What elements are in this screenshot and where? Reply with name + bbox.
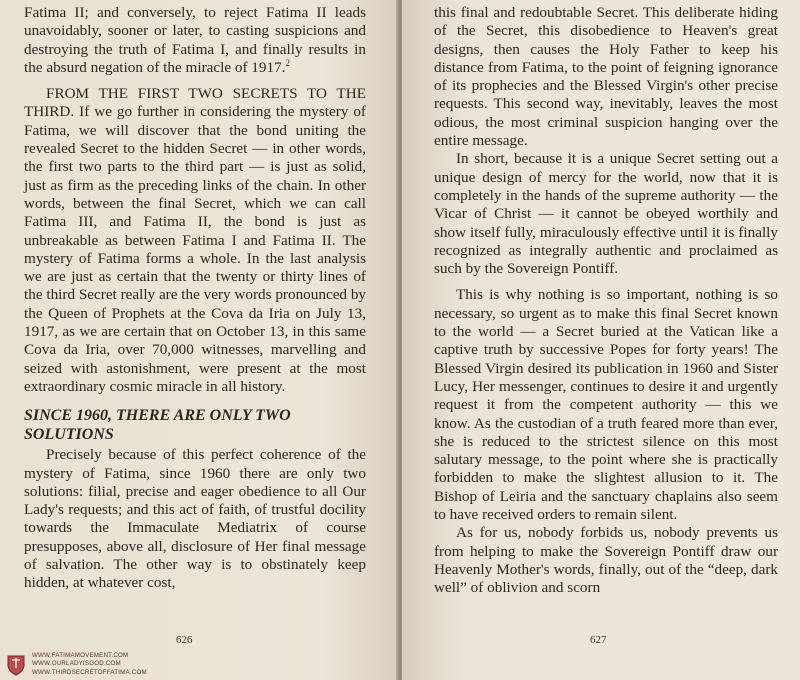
left-text-block <box>24 4 366 593</box>
left-paragraph-2: FROM THE FIRST TWO SECRETS TO THE THIRD. If we go further in considering the mystery of Fatima, we will discover that the bond uniting the revealed Secret to the hidden Secret — in other words, the first two parts to the third part — is just as solid, just as firm as the preceding links of the chain. In other words, between the final Secret, which we can call Fatima III, and Fatima II, the bond is just as unbreakable as between Fatima I and Fatima II. The mystery of Fatima forms a whole. In the last analysis we are just as certain that the twenty or thirty lines of the third Secret really are the very words pronounced by the Queen of Prophets at the Cova da Iria on July 13, 1917, as we are certain that on October 13, in this same Cova da Iria, over 70,000 witnesses, marvelling and seized with astonishment, were present at the most extraordinary cosmic miracle in all history. <box>24 85 367 395</box>
watermark-footer <box>4 650 194 678</box>
url-line: WWW.FATIMAMOVEMENT.COM <box>32 652 129 659</box>
right-paragraph-2: In short, because it is a unique Secret setting out a unique design of mercy for the world, now that it is completely in the hands of the supreme authority — the Vicar of Christ — it cannot be obeyed worthily and show itself fully, miraculously effective until it is finally recognized as integrally authentic and proclaimed as such by the Sovereign Pontiff. <box>434 150 778 278</box>
page-number-right: 627 <box>590 634 607 646</box>
right-paragraph-4: As for us, nobody forbids us, nobody prevents us from helping to make the Sovereign Pontiff draw our Heavenly Mother's words, finally, out of the “deep, dark well” of oblivion and scorn <box>434 524 778 597</box>
section-heading: SINCE 1960, THERE ARE ONLY TWO SOLUTIONS <box>24 407 291 444</box>
url-line: WWW.THIRDSECRETOFFATIMA.COM <box>32 668 147 676</box>
right-paragraph-3: This is why nothing is so important, nothing is so necessary, so urgent as to make this final Secret known to the world — a Secret buried at the Vatican like a captive truth by successive Popes for forty years! The Blessed Virgin desired its publication in 1960 and Sister Lucy, Her messenger, continues to desire it and urgently request it from the competent authority — this we know. As the custodian of a truth feared more than ever, she is reduced to the strictest silence on this most salutary message, to the point where she is practically forbidden to make the slightest allusion to it. The Bishop of Leiria and the sanctuary chaplains also seem to have received orders to remain silent. <box>434 286 778 524</box>
right-page <box>402 0 800 680</box>
left-paragraph-1: Fatima II; and conversely, to reject Fatima II leads unavoidably, sooner or later, to casting suspicions and destroying the truth of Fatima I, and finally results in the absurd negation of the miracle of 1917.$^2$ <box>24 4 366 76</box>
left-paragraph-3: Precisely because of this perfect coherence of the mystery of Fatima, since 1960 there are only two solutions: filial, precise and eager obedience to all Our Lady's requests; and this act of faith, of trustful docility towards the Immaculate Mediatrix of course presupposes, above all, disclosure of Her final message of salvation. The other way is to obstinately keep hidden, at whatever cost, <box>24 446 366 592</box>
shield-crest-icon <box>6 654 26 676</box>
page-number-left: 626 <box>176 634 193 646</box>
right-paragraph-1: this final and redoubtable Secret. This deliberate hiding of the Secret, this disobedience to Heaven's great designs, then causes the Holy Father to keep his distance from Fatima, to the point of feigning ignorance of its prophecies and the Blessed Virgin's other precise requests. This second way, inevitably, leaves the most odious, the most criminal suspicion hanging over the entire message. <box>434 4 778 150</box>
right-text-block <box>434 4 778 598</box>
url-line: WWW.OURLADYISGOD.COM <box>32 660 121 668</box>
left-page <box>0 0 398 680</box>
watermark-urls <box>32 652 147 677</box>
footnote-mark: 2 <box>285 57 290 68</box>
